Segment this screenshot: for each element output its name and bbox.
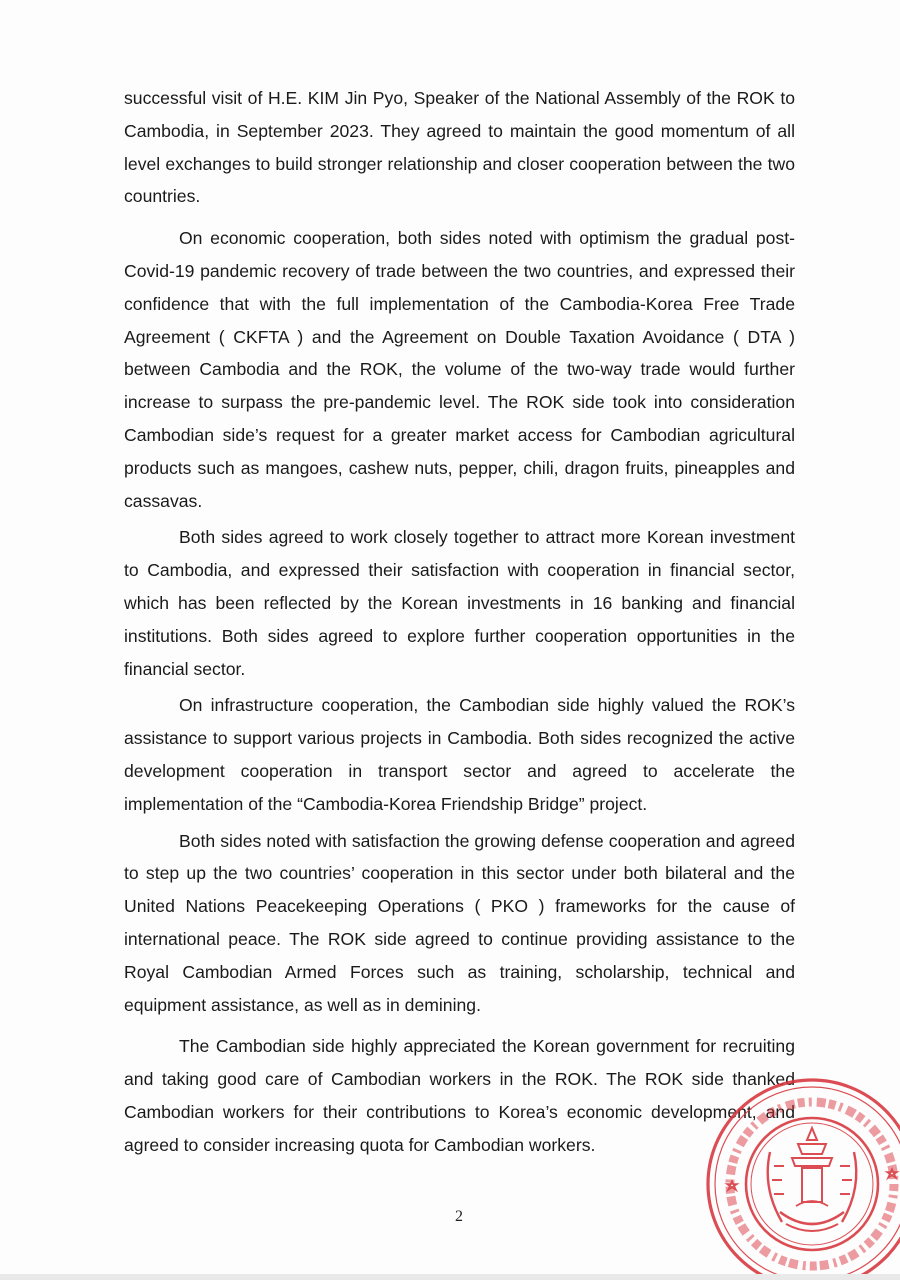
paragraph-investment: Both sides agreed to work closely together to attract more Korean investment to Cambodia, and expressed their satisfaction with cooperation in financial sector, which has been reflected by the Korean investments in 16 banking and financial institutions. Both sides agreed to explore further cooperation opportunities in the financial sector.	[124, 527, 795, 679]
paragraph-defense: Both sides noted with satisfaction the growing defense cooperation and agreed to step up the two countries’ cooperation in this sector under both bilateral and the United Nations Peacekeeping Operations ( PKO ) frameworks for the cause of international peace. The ROK side agreed to continue providing assistance to the Royal Cambodian Armed Forces such as training, scholarship, technical and equipment assistance, as well as in demining.	[124, 830, 795, 1015]
paragraph-workers: The Cambodian side highly appreciated the Korean government for recruiting and taking good care of Cambodian workers in the ROK. The ROK side thanked Cambodian workers for their contributions to Korea’s economic development, and agreed to consider increasing quota for Cambodian workers.	[124, 1036, 795, 1155]
official-seal-icon	[700, 1072, 900, 1280]
paragraph-continuation: successful visit of H.E. KIM Jin Pyo, Speaker of the National Assembly of the ROK to Cambodia, in September 2023. They agreed to maintain the good momentum of all level exchanges to build stronger relationship and closer cooperation between the two countries.	[124, 88, 795, 207]
document-body	[124, 82, 795, 1162]
paragraph-economic-cooperation: On economic cooperation, both sides noted with optimism the gradual post-Covid-19 pandemic recovery of trade between the two countries, and expressed their confidence that with the full implementation of the Cambodia-Korea Free Trade Agreement ( CKFTA ) and the Agreement on Double Taxation Avoidance ( DTA ) between Cambodia and the ROK, the volume of the two-way trade would further increase to surpass the pre-pandemic level. The ROK side took into consideration Cambodian side’s request for a greater market access for Cambodian agricultural products such as mangoes, cashew nuts, pepper, chili, dragon fruits, pineapples and cassavas.	[124, 228, 795, 511]
paragraph-infrastructure: On infrastructure cooperation, the Cambodian side highly valued the ROK’s assistance to support various projects in Cambodia. Both sides recognized the active development cooperation in transport sector and agreed to accelerate the implementation of the “Cambodia-Korea Friendship Bridge” project.	[124, 695, 795, 814]
page-number: 2	[455, 1208, 463, 1225]
page-bottom-edge	[0, 1274, 900, 1280]
